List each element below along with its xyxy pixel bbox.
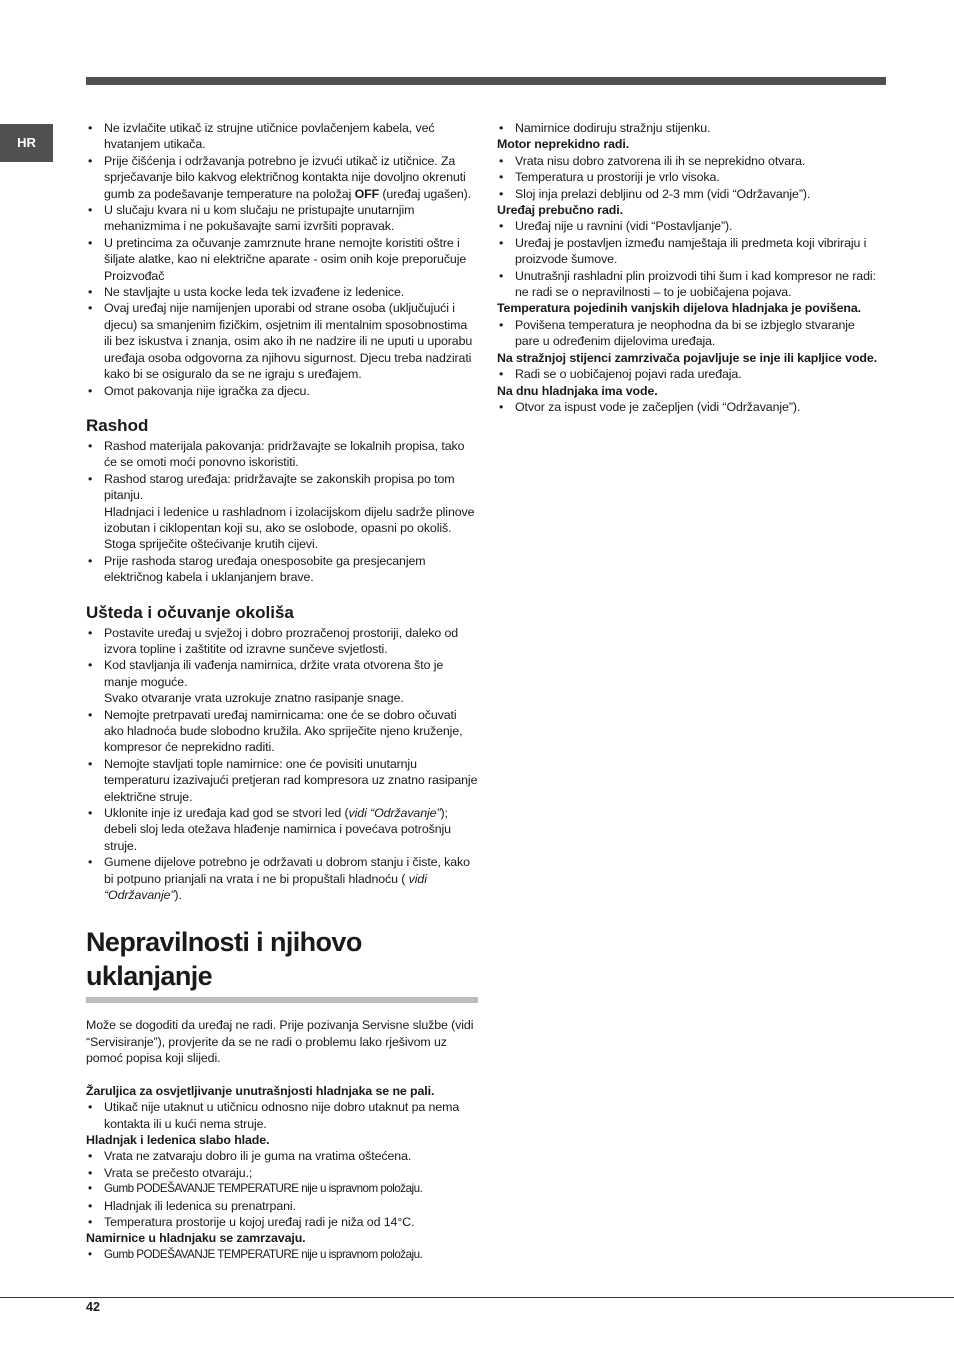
list-item: • Prije čišćenja i održavanja potrebno je izvući utikač iz utičnice. Za sprječavanje bilo kakvog električnog kontakta nije dovoljno okrenuti gumb za podešavanje temperature na položaj OFF (uređaj ugašen). [86, 153, 478, 202]
list-item: • Ne stavljajte u usta kocke leda tek izvađene iz ledenice. [86, 284, 478, 300]
problem-list [497, 120, 880, 136]
usteda-list [86, 625, 478, 904]
list-item: • Unutrašnji rashladni plin proizvodi tihi šum i kad kompresor ne radi: ne radi se o nepravilnosti – to je uobičajena pojava. [497, 268, 880, 301]
rashod-list [86, 438, 478, 586]
list-item: • Vrata se prečesto otvaraju.; [86, 1165, 478, 1181]
list-item: • Uređaj nije u ravnini (vidi “Postavljanje”). [497, 218, 880, 234]
list-item: • Gumene dijelove potrebno je održavati u dobrom stanju i čiste, kako bi potpuno prianjali na vrata i ne bi propuštali hladnoću ( vidi “Održavanje”). [86, 854, 478, 903]
list-item: • Vrata nisu dobro zatvorena ili ih se neprekidno otvara. [497, 153, 880, 169]
list-item: • Utikač nije utaknut u utičnicu odnosno nije dobro utaknut pa nema kontakta ili u kući nema struje. [86, 1099, 478, 1132]
list-item: • Radi se o uobičajenoj pojavi rada uređaja. [497, 366, 880, 382]
list-item: • Temperatura prostorije u kojoj uređaj radi je niža od 14°C. [86, 1214, 478, 1230]
problem-heading: Žaruljica za osvjetljivanje unutrašnjosti hladnjaka se ne pali. [86, 1083, 435, 1098]
list-item: • Rashod materijala pakovanja: pridržavajte se lokalnih propisa, tako će se omoti moći ponovno iskoristiti. [86, 438, 478, 471]
safety-list [86, 120, 478, 399]
problem-heading: Na dnu hladnjaka ima vode. [497, 383, 658, 398]
problem-list [497, 218, 880, 300]
page-number: 42 [86, 1300, 100, 1314]
left-column [86, 120, 478, 1263]
title-divider [86, 997, 478, 1003]
list-item: • Uklonite inje iz uređaja kad god se stvori led (vidi “Održavanje”); debeli sloj leda otežava hlađenje namirnica i povećava potrošnju struje. [86, 805, 478, 854]
list-item: • Kod stavljanja ili vađenja namirnica, držite vrata otvorena što je manje moguće. Svako otvaranje vrata uzrokuje znatno rasipanje snage. [86, 657, 478, 706]
list-item: • Omot pakovanja nije igračka za djecu. [86, 383, 478, 399]
list-item: • Postavite uređaj u svježoj i dobro prozračenoj prostoriji, daleko od izvora topline i zaštitite od izravne sunčeve svjetlosti. [86, 625, 478, 658]
list-item: • Otvor za ispust vode je začepljen (vidi “Održavanje”). [497, 399, 880, 415]
right-column [497, 120, 880, 415]
problem-heading: Na stražnjoj stijenci zamrzivača pojavljuje se inje ili kapljice vode. [497, 350, 878, 365]
problem-list [86, 1148, 478, 1230]
language-tab: HR [0, 124, 53, 162]
list-item: • Prije rashoda starog uređaja onesposobite ga presjecanjem električnog kabela i uklanjanjem brave. [86, 553, 478, 586]
troubleshooting-intro: Može se dogoditi da uređaj ne radi. Prije pozivanja Servisne službe (vidi “Servisiranje”), provjerite da se ne radi o problemu lako rješivom uz pomoć popisa koji slijedi. [86, 1018, 474, 1066]
list-item: • Nemojte pretrpavati uređaj namirnicama: one će se dobro očuvati ako hladnoća bude slobodno kružila. Ako spriječite njeno kruženje, kompresor će neprekidno raditi. [86, 707, 478, 756]
off-label: OFF [354, 186, 380, 201]
list-item: • Rashod starog uređaja: pridržavajte se zakonskih propisa po tom pitanju. Hladnjaci i ledenice u rashladnom i izolacijskom dijelu sadrže plinove izobutan i ciklopentan koji su, ako se oslobode, opasni po okoliš. Stoga spriječite oštećivanje krutih cijevi. [86, 471, 478, 553]
list-item: • Gumb PODEŠAVANJE TEMPERATURE nije u ispravnom položaju. [86, 1181, 478, 1197]
problem-list [86, 1247, 478, 1263]
list-item: • Ovaj uređaj nije namijenjen uporabi od strane osoba (uključujući i djecu) sa smanjenim fizičkim, osjetnim ili mentalnim sposobnostima ili bez iskustva i znanja, osim ako ih ne nadzire ili ne uputi u uporabu uređaja osoba odgovorna za njihovu sigurnost. Djecu treba nadzirati kako bi se osiguralo da se ne igraju s uređajem. [86, 300, 478, 382]
usteda-heading: Ušteda i očuvanje okoliša [86, 602, 294, 622]
problem-list [497, 399, 880, 415]
problem-list [86, 1099, 478, 1132]
problem-heading: Hladnjak i ledenica slabo hlade. [86, 1132, 270, 1147]
list-item: • Hladnjak ili ledenica su prenatrpani. [86, 1198, 478, 1214]
list-item: • Sloj inja prelazi debljinu od 2-3 mm (vidi “Održavanje”). [497, 186, 880, 202]
list-item: • Nemojte stavljati tople namirnice: one će povisiti unutarnju temperaturu izazivajući pretjeran rad kompresora uz znatno rasipanje električne struje. [86, 756, 478, 805]
problem-heading: Temperatura pojedinih vanjskih dijelova hladnjaka je povišena. [497, 301, 862, 316]
list-item: • Ne izvlačite utikač iz strujne utičnice povlačenjem kabela, već hvatanjem utikača. [86, 120, 478, 153]
list-item: • Uređaj je postavljen između namještaja ili predmeta koji vibriraju i proizvode šumove. [497, 235, 880, 268]
list-item: • U pretincima za očuvanje zamrznute hrane nemojte koristiti oštre i šiljate alatke, kao ni električne aparate - osim onih koje preporučuje Proizvođač [86, 235, 478, 284]
list-item: • U slučaju kvara ni u kom slučaju ne pristupajte unutarnjim mehanizmima i ne pokušavajte sami izvršiti popravak. [86, 202, 478, 235]
problem-heading: Uređaj prebučno radi. [497, 203, 623, 218]
list-item: • Namirnice dodiruju stražnju stijenku. [497, 120, 880, 136]
list-item: • Gumb PODEŠAVANJE TEMPERATURE nije u ispravnom položaju. [86, 1247, 478, 1263]
footer-rule [0, 1297, 954, 1298]
problem-list [497, 366, 880, 382]
problem-heading: Motor neprekidno radi. [497, 137, 630, 152]
list-item: • Temperatura u prostoriji je vrlo visoka. [497, 169, 880, 185]
troubleshooting-title: Nepravilnosti i njihovo uklanjanje [86, 927, 362, 992]
problem-list [497, 317, 880, 350]
header-bar [86, 77, 886, 85]
problem-heading: Namirnice u hladnjaku se zamrzavaju. [86, 1231, 306, 1246]
list-item: • Vrata ne zatvaraju dobro ili je guma na vratima oštećena. [86, 1148, 478, 1164]
list-item: • Povišena temperatura je neophodna da bi se izbjeglo stvaranje pare u određenim dijelovima uređaja. [497, 317, 880, 350]
problem-list [497, 153, 880, 202]
rashod-heading: Rashod [86, 415, 149, 435]
